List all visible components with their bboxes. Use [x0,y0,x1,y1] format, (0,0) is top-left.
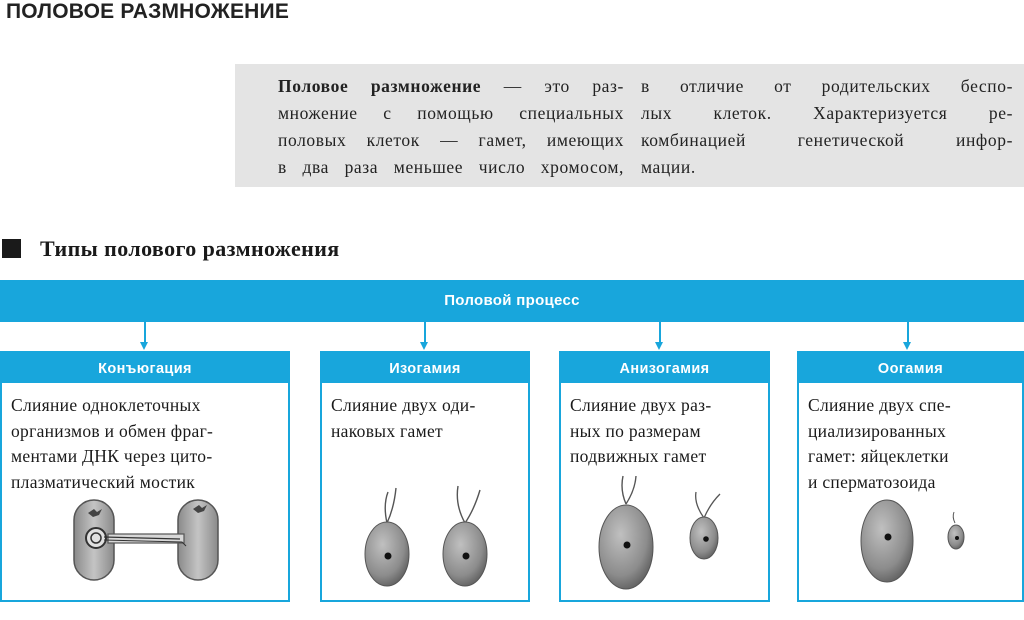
definition-term: Половое размножение [278,76,482,96]
section-bullet-square [2,239,21,258]
card-text-line: Слияние двух оди- [331,395,476,415]
definition-line: в отличие от родительских беспо- [641,76,1013,96]
process-bar: Половой процесс [0,280,1024,322]
section-heading: Типы полового размножения [40,236,340,261]
arrow-head-icon [655,342,663,350]
card-title: Конъюгация [2,353,288,383]
card-text-line: плазматический мостик [11,471,196,492]
definition-line: половых клеток — гамет, имеющих [278,130,624,150]
definition-line [278,73,624,100]
card-text-line: подвижных гамет [570,446,707,466]
card-text-line: и сперматозоида [808,471,936,492]
definition-line: мации. [641,157,696,177]
arrow-isogamy [424,322,426,344]
card-text-line: ментами ДНК через цито- [11,446,213,466]
card-text-line: Слияние двух раз- [570,395,712,415]
card-title: Анизогамия [561,353,768,383]
arrow-conjugation [144,322,146,344]
conjugation-illustration [60,495,230,585]
card-text-line: Слияние одноклеточных [11,395,201,415]
card-text-line: гамет: яйцеклетки [808,446,949,466]
definition-line: множение с помощью специальных [278,103,624,123]
card-title: Изогамия [322,353,528,383]
arrow-head-icon [140,342,148,350]
definition-left-column [278,73,624,181]
card-text-line: организмов и обмен фраг- [11,420,214,441]
definition-line: в два раза меньшее число хромосом, [278,157,624,177]
arrow-anisogamy [659,322,661,344]
oogamy-illustration [850,495,980,590]
card-description [808,393,951,495]
definition-right-column [641,73,1013,181]
isogamy-illustration [350,480,510,590]
card-text-line: ных по размерам [570,420,701,441]
card-text-line: наковых гамет [331,420,443,441]
definition-line: лых клеток. Характеризуется ре- [641,103,1013,123]
anisogamy-illustration [590,472,730,592]
card-title: Оогамия [799,353,1022,383]
definition-text: — это раз- [481,76,624,96]
card-text-line: Слияние двух спе- [808,395,951,415]
card-text-line: циализированных [808,420,947,441]
arrow-oogamy [907,322,909,344]
card-description [11,393,213,495]
card-description [331,393,476,444]
page-title: ПОЛОВОЕ РАЗМНОЖЕНИЕ [6,0,290,23]
arrow-head-icon [420,342,428,350]
card-description [570,393,712,470]
definition-line: комбинацией генетической инфор- [641,130,1013,150]
arrow-head-icon [903,342,911,350]
